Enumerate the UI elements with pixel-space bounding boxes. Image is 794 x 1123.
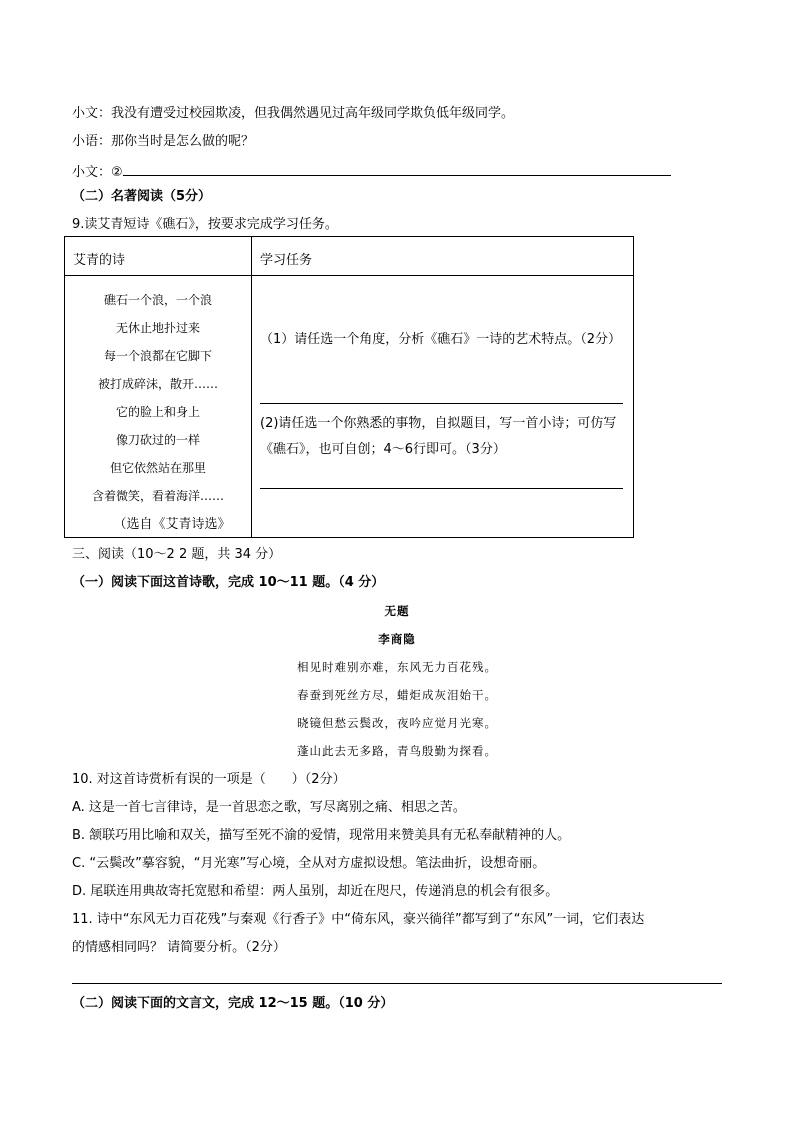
- dialogue-line-2: 小语：那你当时是怎么做的呢？: [72, 134, 255, 149]
- q11-line-1: 11. 诗中“东风无力百花残”与秦观《行香子》中“倚东风，豪兴徜徉”都写到了“东风”一词，它们表达: [72, 912, 645, 927]
- poem-source: （选自《艾青诗选》: [113, 517, 231, 532]
- poem-line: 礁石一个浪，一个浪: [103, 293, 212, 307]
- poem-line: 但它依然站在那里: [109, 461, 206, 475]
- table-header-task: 学习任务: [260, 253, 313, 268]
- poem-verse: 相见时难别亦难，东风无力百花残。: [297, 660, 497, 674]
- q10-stem: 10. 对这首诗赏析有误的一项是（ ）（2分）: [72, 772, 346, 787]
- section3-title: 三、阅读（10～2 2 题，共 34 分）: [72, 547, 282, 562]
- poem-line: 无休止地扑过来: [115, 321, 200, 335]
- dialogue-line-3: [72, 161, 671, 182]
- poem-author: 李商隐: [378, 632, 416, 646]
- section-classic-reading: （二）名著阅读（5分）: [72, 189, 212, 204]
- table-header-poem: 艾青的诗: [73, 253, 126, 268]
- poem-line: 它的脸上和身上: [115, 405, 200, 419]
- q10-option-b: B. 颔联巧用比喻和双关，描写至死不渝的爱情，现常用来赞美具有无私奉献精神的人。: [72, 828, 571, 843]
- table-column-divider: [251, 237, 252, 537]
- q9-prompt: 9.读艾青短诗《礁石》，按要求完成学习任务。: [72, 217, 338, 232]
- poem-line: 含着微笑，看着海洋……: [91, 489, 224, 503]
- dialogue-line-1: 小文：我没有遭受过校园欺凌，但我偶然遇见过高年级同学欺负低年级同学。: [72, 106, 515, 121]
- task-2: (2)请任选一个你熟悉的事物，自拟题目，写一首小诗；可仿写《礁石》，也可自创；4～6行即可。（3分）: [260, 416, 617, 457]
- section3-part1-title: （一）阅读下面这首诗歌，完成 10～11 题。（4 分）: [72, 575, 385, 590]
- poem-line: 被打成碎沫，散开……: [97, 377, 218, 391]
- task-1: （1）请任选一个角度，分析《礁石》一诗的艺术特点。（2分）: [260, 332, 622, 347]
- poem-line: 像刀砍过的一样: [115, 433, 200, 447]
- q10-option-d: D. 尾联连用典故寄托宽慰和希望：两人虽别，却近在咫尺，传递消息的机会有很多。: [72, 884, 559, 899]
- dialogue-line-3-prefix: 小文：②: [72, 165, 123, 180]
- q11-line-2: 的情感相同吗？ 请简要分析。（2分）: [72, 940, 286, 955]
- poem-title: 无题: [384, 604, 410, 618]
- table-header-divider: [65, 275, 633, 276]
- task-1-answer-line[interactable]: [260, 403, 623, 404]
- q10-option-a: A. 这是一首七言律诗，是一首思恋之歌，写尽离别之痛、相思之苦。: [72, 800, 466, 815]
- q9-table: [64, 236, 634, 538]
- q10-option-c: C. “云鬓改”摹容貌，“月光寒”写心境，全从对方虚拟设想。笔法曲折，设想奇丽。: [72, 856, 546, 871]
- poem-verse: 晓镜但愁云鬓改，夜吟应觉月光寒。: [297, 716, 497, 730]
- answer-blank[interactable]: [123, 161, 671, 176]
- section3-part2-title: （二）阅读下面的文言文，完成 12～15 题。（10 分）: [72, 996, 394, 1011]
- q11-answer-line[interactable]: [72, 983, 722, 984]
- poem-verse: 蓬山此去无多路，青鸟殷勤为探看。: [297, 744, 497, 758]
- poem-line: 每一个浪都在它脚下: [103, 349, 212, 363]
- task-2-answer-line[interactable]: [260, 488, 623, 489]
- poem-verse: 春蚕到死丝方尽，蜡炬成灰泪始干。: [297, 688, 497, 702]
